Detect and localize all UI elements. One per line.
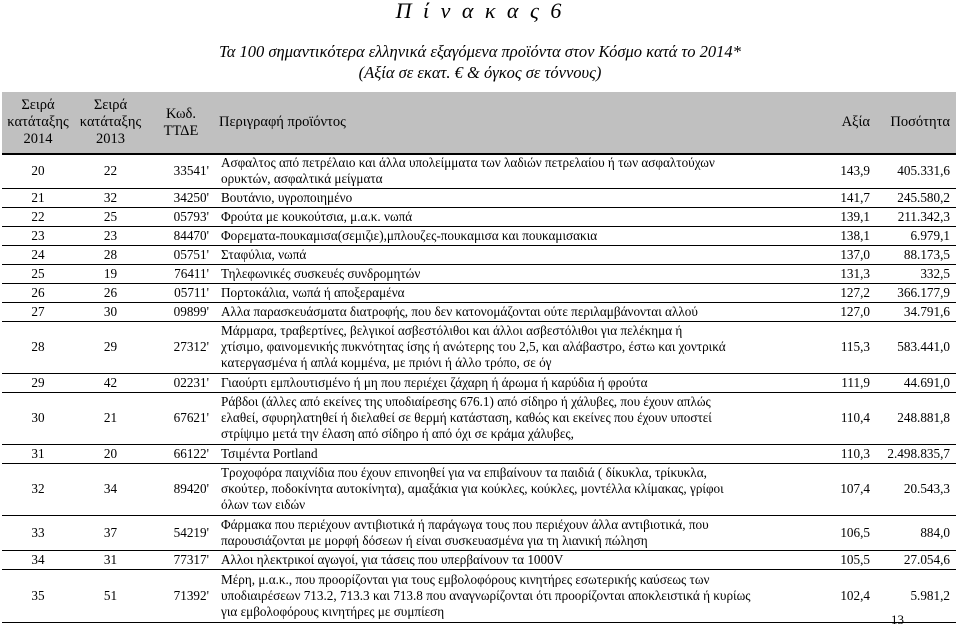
code-cell: 76411' bbox=[147, 264, 215, 283]
value-cell: 143,9 bbox=[813, 154, 878, 188]
code-cell: 67621' bbox=[147, 392, 215, 444]
description-line: Φρούτα με κουκούτσια, μ.α.κ. νωπά bbox=[221, 208, 413, 224]
value-cell: 137,0 bbox=[813, 245, 878, 264]
quantity-cell: 332,5 bbox=[878, 264, 956, 283]
rank-2014-cell: 21 bbox=[2, 188, 74, 207]
description-cell bbox=[215, 154, 813, 188]
value-cell: 127,0 bbox=[813, 302, 878, 321]
description-line: σκούτερ, ποδοκίνητα αυτοκίνητα), αμαξάκια για κούκλες, κούκλες, μοντέλλα κλίμακας, γρίφοι bbox=[221, 481, 724, 496]
description-line: όλων των ειδών bbox=[221, 497, 306, 512]
description-line: Τσιμέντα Portland bbox=[221, 445, 318, 461]
rank-2013-cell: 19 bbox=[74, 264, 147, 283]
table-row bbox=[2, 444, 956, 463]
rank-2013-cell: 42 bbox=[74, 373, 147, 392]
table-row bbox=[2, 207, 956, 226]
description-line: Γιαούρτι εμπλουτισμένο ή μη που περιέχει ζάχαρη ή άρωμα ή καρύδια ή φρούτα bbox=[221, 374, 648, 390]
description-cell bbox=[215, 226, 813, 245]
description-line: στρίψιμο μετά την έλαση από σίδηρο ή από όχι σε κράμα χάλυβες, bbox=[221, 426, 574, 441]
value-cell: 139,1 bbox=[813, 207, 878, 226]
rank-2013-cell: 21 bbox=[74, 392, 147, 444]
table-row bbox=[2, 283, 956, 302]
description-line: παρουσιάζονται με μορφή δόσεων ή είναι συσκευασμένα για τη λιανική πώληση bbox=[221, 532, 648, 548]
rank-2014-cell: 23 bbox=[2, 226, 74, 245]
rank-2014-cell: 28 bbox=[2, 321, 74, 373]
value-cell: 102,4 bbox=[813, 569, 878, 622]
value-cell: 105,5 bbox=[813, 550, 878, 569]
description-cell bbox=[215, 283, 813, 302]
quantity-cell: 5.981,2 bbox=[878, 569, 956, 622]
quantity-cell: 884,0 bbox=[878, 515, 956, 550]
description-cell bbox=[215, 392, 813, 444]
rank-2013-cell: 29 bbox=[74, 321, 147, 373]
quantity-cell: 6.979,1 bbox=[878, 226, 956, 245]
description-cell bbox=[215, 207, 813, 226]
header-quantity: Ποσότητα bbox=[878, 92, 956, 154]
description-line: Αλλα παρασκευάσματα διατροφής, που δεν κατονομάζονται ούτε περιλαμβάνονται αλλού bbox=[221, 303, 698, 319]
header-row bbox=[2, 92, 956, 154]
table-title: Π ί ν α κ α ς 6 bbox=[395, 0, 565, 23]
code-cell: 84470' bbox=[147, 226, 215, 245]
rank-2013-cell: 22 bbox=[74, 154, 147, 188]
description-cell bbox=[215, 515, 813, 550]
quantity-cell: 211.342,3 bbox=[878, 207, 956, 226]
quantity-cell: 27.054,6 bbox=[878, 550, 956, 569]
table-units: (Αξία σε εκατ. € & όγκος σε τόννους) bbox=[358, 63, 602, 82]
code-cell: 02231' bbox=[147, 373, 215, 392]
quantity-cell: 34.791,6 bbox=[878, 302, 956, 321]
code-cell: 05711' bbox=[147, 283, 215, 302]
rank-2013-cell: 28 bbox=[74, 245, 147, 264]
table-subtitle: Τα 100 σημαντικότερα ελληνικά εξαγόμενα προϊόντα στον Κόσμο κατά το 2014* bbox=[219, 42, 741, 61]
header-description: Περιγραφή προϊόντος bbox=[215, 92, 813, 154]
code-cell: 33541' bbox=[147, 154, 215, 188]
description-line: για εμβολοφόρους κινητήρες με συμπίεση bbox=[221, 603, 445, 619]
code-cell: 05793' bbox=[147, 207, 215, 226]
rank-2014-cell: 26 bbox=[2, 283, 74, 302]
description-cell bbox=[215, 444, 813, 463]
table-row bbox=[2, 515, 956, 550]
rank-2013-cell: 26 bbox=[74, 283, 147, 302]
description-cell bbox=[215, 245, 813, 264]
quantity-cell: 88.173,5 bbox=[878, 245, 956, 264]
header-value: Αξία bbox=[813, 92, 878, 154]
header-code: Κωδ. ΤΤΔΕ bbox=[147, 92, 215, 154]
code-cell: 34250' bbox=[147, 188, 215, 207]
table-row bbox=[2, 188, 956, 207]
rank-2014-cell: 24 bbox=[2, 245, 74, 264]
value-cell: 110,4 bbox=[813, 392, 878, 444]
code-cell: 09899' bbox=[147, 302, 215, 321]
code-cell: 66122' bbox=[147, 444, 215, 463]
header-rank-2013: Σειρά κατάταξης 2013 bbox=[74, 92, 147, 154]
table-row bbox=[2, 302, 956, 321]
code-cell: 89420' bbox=[147, 463, 215, 515]
table-row bbox=[2, 226, 956, 245]
description-line: υποδιαιρέσεων 713.2, 713.3 και 713.8 που αναγνωρίζονται ότι προορίζονται αποκλειστικά ή κυρίως bbox=[221, 587, 751, 603]
value-cell: 141,7 bbox=[813, 188, 878, 207]
description-line: Μέρη, μ.α.κ., που προορίζονται για τους εμβολοφόρους κινητήρες εσωτερικής καύσεως των bbox=[221, 571, 710, 587]
description-line: ορυκτών, ασφαλτικά μείγματα bbox=[221, 171, 383, 187]
rank-2014-cell: 32 bbox=[2, 463, 74, 515]
value-cell: 131,3 bbox=[813, 264, 878, 283]
page-number: 13 bbox=[891, 612, 904, 627]
table-row bbox=[2, 154, 956, 188]
rank-2014-cell: 35 bbox=[2, 569, 74, 622]
description-line: ελαθεί, σφυρηλατηθεί ή διελαθεί σε θερμή κατάσταση, καθώς και εκείνες που έχουν υποστεί bbox=[221, 410, 712, 425]
description-cell bbox=[215, 569, 813, 622]
rank-2013-cell: 31 bbox=[74, 550, 147, 569]
code-cell: 05751' bbox=[147, 245, 215, 264]
quantity-cell: 245.580,2 bbox=[878, 188, 956, 207]
description-line: Πορτοκάλια, νωπά ή αποξεραμένα bbox=[221, 284, 405, 300]
rank-2013-cell: 20 bbox=[74, 444, 147, 463]
value-cell: 106,5 bbox=[813, 515, 878, 550]
rank-2013-cell: 34 bbox=[74, 463, 147, 515]
value-cell: 111,9 bbox=[813, 373, 878, 392]
description-line: Ασφαλτος από πετρέλαιο και άλλα υπολείμματα των λαδιών πετρελαίου ή των ασφαλτούχων bbox=[221, 155, 715, 171]
value-cell: 115,3 bbox=[813, 321, 878, 373]
rank-2014-cell: 31 bbox=[2, 444, 74, 463]
description-line: Βουτάνιο, υγροποιημένο bbox=[221, 189, 353, 205]
table-row bbox=[2, 245, 956, 264]
value-cell: 138,1 bbox=[813, 226, 878, 245]
code-cell: 27312' bbox=[147, 321, 215, 373]
table-row bbox=[2, 321, 956, 373]
header-rank-2014: Σειρά κατάταξης 2014 bbox=[2, 92, 74, 154]
description-line: Τηλεφωνικές συσκευές συνδρομητών bbox=[221, 265, 421, 281]
quantity-cell: 44.691,0 bbox=[878, 373, 956, 392]
description-line: Ράβδοι (άλλες από εκείνες της υποδιαίρεσης 676.1) από σίδηρο ή χάλυβες, που έχουν απλώς bbox=[221, 394, 711, 409]
quantity-cell: 583.441,0 bbox=[878, 321, 956, 373]
description-cell bbox=[215, 550, 813, 569]
description-line: Φορεματα-πουκαμισα(σεμιζιε),μπλουζες-πουκαμισα και πουκαμισακια bbox=[221, 227, 598, 243]
rank-2014-cell: 20 bbox=[2, 154, 74, 188]
rank-2014-cell: 33 bbox=[2, 515, 74, 550]
description-cell bbox=[215, 463, 813, 515]
description-cell bbox=[215, 188, 813, 207]
products-table bbox=[2, 92, 956, 623]
value-cell: 107,4 bbox=[813, 463, 878, 515]
quantity-cell: 248.881,8 bbox=[878, 392, 956, 444]
rank-2014-cell: 25 bbox=[2, 264, 74, 283]
code-cell: 71392' bbox=[147, 569, 215, 622]
table-row bbox=[2, 373, 956, 392]
description-line: χτίσιμο, φαινομενικής πυκνότητας ίσης ή ανώτερης του 2,5, και αλάβαστρο, έστω και χοντρικά bbox=[221, 339, 726, 354]
quantity-cell: 20.543,3 bbox=[878, 463, 956, 515]
description-line: Μάρμαρα, τραβερτίνες, βελγικοί ασβεστόλιθοι και άλλοι ασβεστόλιθοι για πελέκημα ή bbox=[221, 323, 683, 338]
quantity-cell: 366.177,9 bbox=[878, 283, 956, 302]
description-line: Φάρμακα που περιέχουν αντιβιοτικά ή παράγωγα τους που περιέχουν άλλα αντιβιοτικά, που bbox=[221, 516, 709, 532]
table-row bbox=[2, 550, 956, 569]
rank-2014-cell: 27 bbox=[2, 302, 74, 321]
code-cell: 77317' bbox=[147, 550, 215, 569]
table-row bbox=[2, 392, 956, 444]
table-row bbox=[2, 463, 956, 515]
rank-2014-cell: 22 bbox=[2, 207, 74, 226]
description-cell bbox=[215, 321, 813, 373]
table-row bbox=[2, 264, 956, 283]
description-line: Τροχοφόρα παιχνίδια που έχουν επινοηθεί για να επιβαίνουν τα παιδιά ( δίκυκλα, τρίκυκλα, bbox=[221, 465, 707, 480]
rank-2014-cell: 30 bbox=[2, 392, 74, 444]
description-cell bbox=[215, 264, 813, 283]
rank-2013-cell: 51 bbox=[74, 569, 147, 622]
description-cell bbox=[215, 302, 813, 321]
description-line: κατεργασμένα ή απλά κομμένα, με πριόνι ή άλλο τρόπο, σε όγ bbox=[221, 355, 552, 370]
rank-2013-cell: 23 bbox=[74, 226, 147, 245]
rank-2013-cell: 37 bbox=[74, 515, 147, 550]
quantity-cell: 405.331,6 bbox=[878, 154, 956, 188]
rank-2014-cell: 29 bbox=[2, 373, 74, 392]
quantity-cell: 2.498.835,7 bbox=[878, 444, 956, 463]
description-cell bbox=[215, 373, 813, 392]
rank-2014-cell: 34 bbox=[2, 550, 74, 569]
description-line: Αλλοι ηλεκτρικοί αγωγοί, για τάσεις που υπερβαίνουν τα 1000V bbox=[221, 551, 564, 567]
rank-2013-cell: 25 bbox=[74, 207, 147, 226]
rank-2013-cell: 32 bbox=[74, 188, 147, 207]
value-cell: 110,3 bbox=[813, 444, 878, 463]
value-cell: 127,2 bbox=[813, 283, 878, 302]
table-row bbox=[2, 569, 956, 622]
rank-2013-cell: 30 bbox=[74, 302, 147, 321]
code-cell: 54219' bbox=[147, 515, 215, 550]
description-line: Σταφύλια, νωπά bbox=[221, 246, 307, 262]
